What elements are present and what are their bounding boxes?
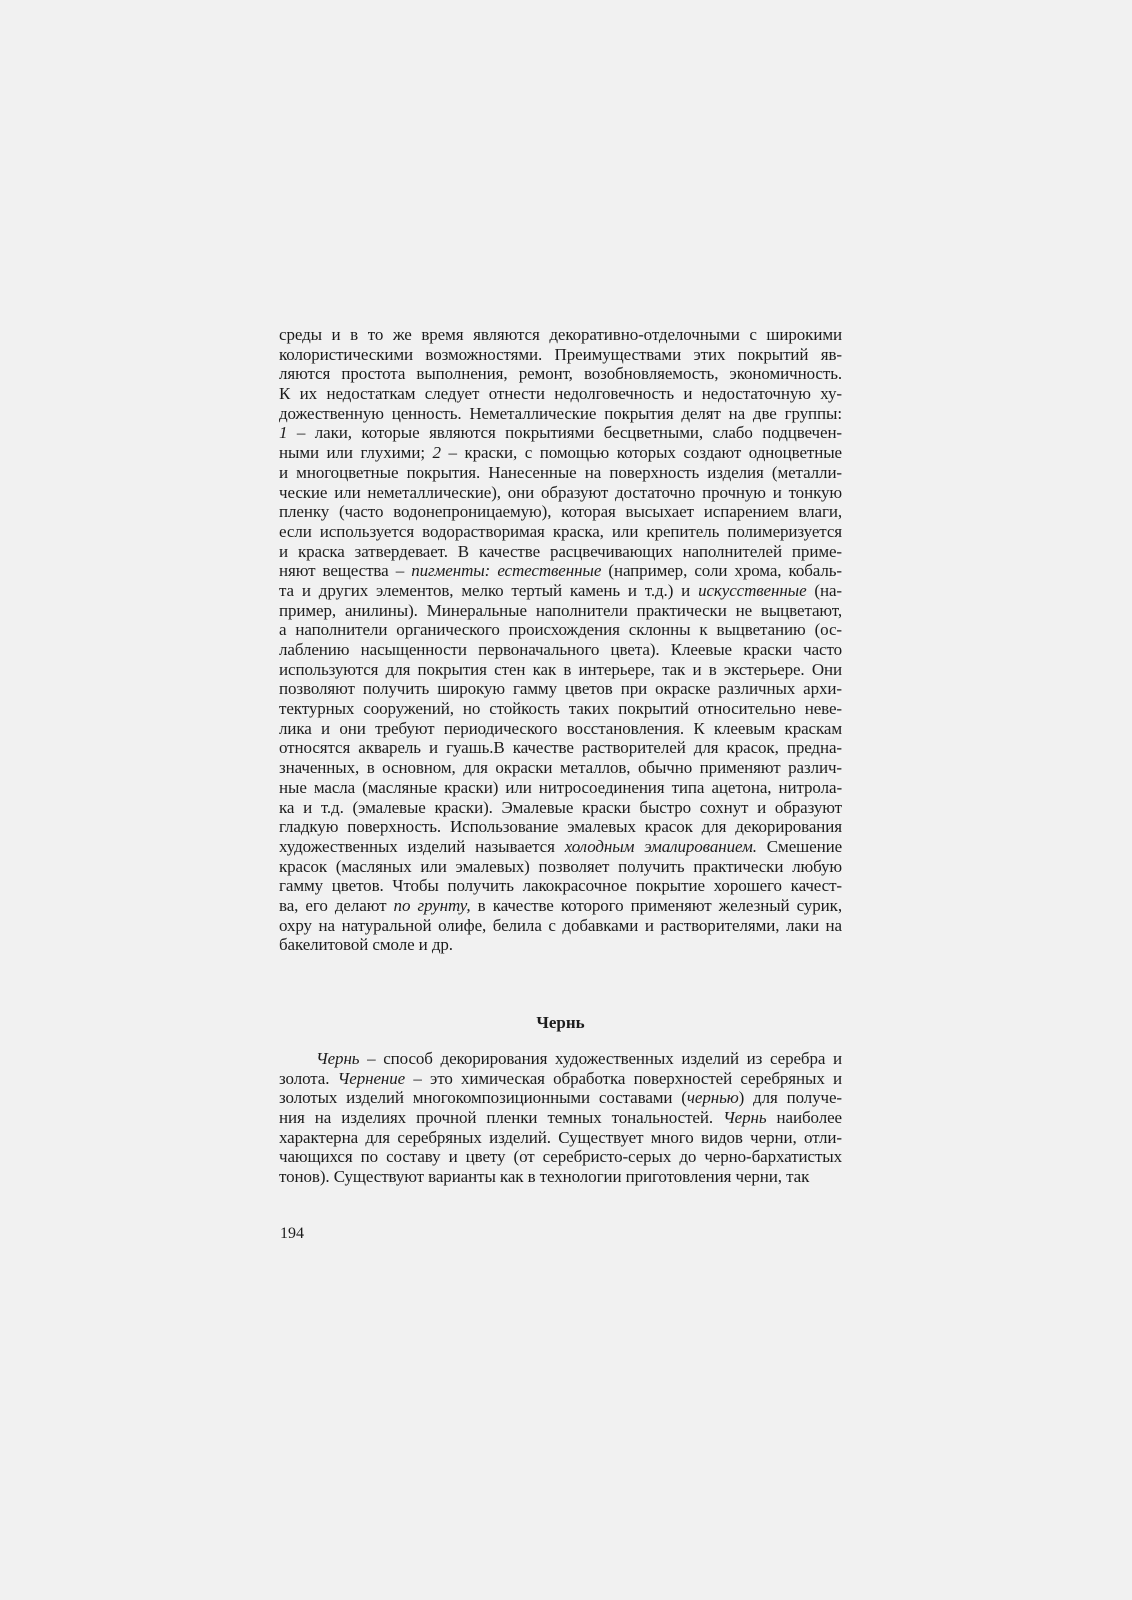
text-line: гамму цветов. Чтобы получить лакокрасочное покрытие хорошего качест- xyxy=(279,876,842,896)
text-line: К их недостаткам следует отнести недолговечность и недостаточную ху- xyxy=(279,384,842,404)
text-line: няют вещества – пигменты: естественные (например, соли хрома, кобаль- xyxy=(279,561,842,581)
text-line: ка и т.д. (эмалевые краски). Эмалевые краски быстро сохнут и образуют xyxy=(279,797,842,817)
text-line: чающихся по составу и цвету (от серебристо-серых до черно-бархатистых xyxy=(279,1147,842,1167)
text-line: если используется водорастворимая краска, или крепитель полимеризуется xyxy=(279,521,842,541)
text-line: художественных изделий называется холодным эмалированием. Смешение xyxy=(279,836,843,856)
section-heading: Чернь xyxy=(536,1013,585,1032)
text-line: колористическими возможностями. Преимуществами этих покрытий яв- xyxy=(279,344,842,364)
text-line: ния на изделиях прочной пленки темных тональностей. Чернь наиболее xyxy=(279,1108,843,1128)
text-line: используются для покрытия стен как в интерьере, так и в экстерьере. Они xyxy=(279,659,842,679)
text-line: среды и в то же время являются декоративно-отделочными с широкими xyxy=(279,325,842,344)
text-line: 1 – лаки, которые являются покрытиями бесцветными, слабо подцвечен- xyxy=(279,423,842,443)
text-line: золота. Чернение – это химическая обработка поверхностей серебряных и xyxy=(279,1068,842,1088)
text-line: характерна для серебряных изделий. Существует много видов черни, отли- xyxy=(279,1127,842,1147)
text-line: тектурных сооружений, но стойкость таких покрытий относительно неве- xyxy=(279,699,842,719)
text-line: тонов). Существуют варианты как в технологии приготовления черни, так xyxy=(279,1167,810,1187)
body-text-section-2 xyxy=(279,1049,842,1187)
text-line: пленку (часто водонепроницаемую), которая высыхает испарением влаги, xyxy=(279,502,842,522)
text-line: ва, его делают по грунту, в качестве которого применяют железный сурик, xyxy=(279,895,842,915)
text-line: красок (масляных или эмалевых) позволяет получить практически любую xyxy=(279,856,842,876)
text-line: ляются простота выполнения, ремонт, возобновляемость, экономичность. xyxy=(279,364,842,384)
text-line: дожественную ценность. Неметаллические покрытия делят на две группы: xyxy=(279,403,842,423)
text-line: бакелитовой смоле и др. xyxy=(279,935,453,955)
text-line: и многоцветные покрытия. Нанесенные на поверхность изделия (металли- xyxy=(279,462,842,482)
text-line: относятся акварель и гуашь.В качестве растворителей для красок, предна- xyxy=(279,738,842,758)
text-line: Чернь – способ декорирования художественных изделий из серебра и xyxy=(316,1049,842,1068)
text-line: лика и они требуют периодического восстановления. К клеевым краскам xyxy=(279,718,842,738)
text-line: охру на натуральной олифе, белила с добавками и растворителями, лаки на xyxy=(279,915,842,935)
text-line: ные масла (масляные краски) или нитросоединения типа ацетона, нитрола- xyxy=(279,777,842,797)
text-line: и краска затвердевает. В качестве расцвечивающих наполнителей приме- xyxy=(279,541,842,561)
text-line: ными или глухими; 2 – краски, с помощью которых создают одноцветные xyxy=(279,443,843,463)
text-line: золотых изделий многокомпозиционными составами (чернью) для получе- xyxy=(279,1088,842,1108)
text-line: значенных, в основном, для окраски металлов, обычно применяют различ- xyxy=(279,758,842,778)
text-line: а наполнители органического происхождения склонны к выцветанию (ос- xyxy=(279,620,842,640)
text-line: гладкую поверхность. Использование эмалевых красок для декорирования xyxy=(279,817,842,837)
text-line: та и других элементов, мелко тертый камень и т.д.) и искусственные (на- xyxy=(279,580,842,600)
page-number: 194 xyxy=(280,1225,304,1242)
text-line: ческие или неметаллические), они образуют достаточно прочную и тонкую xyxy=(279,482,842,502)
text-line: лаблению насыщенности первоначального цвета). Клеевые краски часто xyxy=(279,640,842,659)
text-line: пример, анилины). Минеральные наполнители практически не выцветают, xyxy=(279,600,842,620)
body-text-section-1 xyxy=(279,325,842,955)
text-line: позволяют получить широкую гамму цветов при окраске различных архи- xyxy=(279,679,842,699)
